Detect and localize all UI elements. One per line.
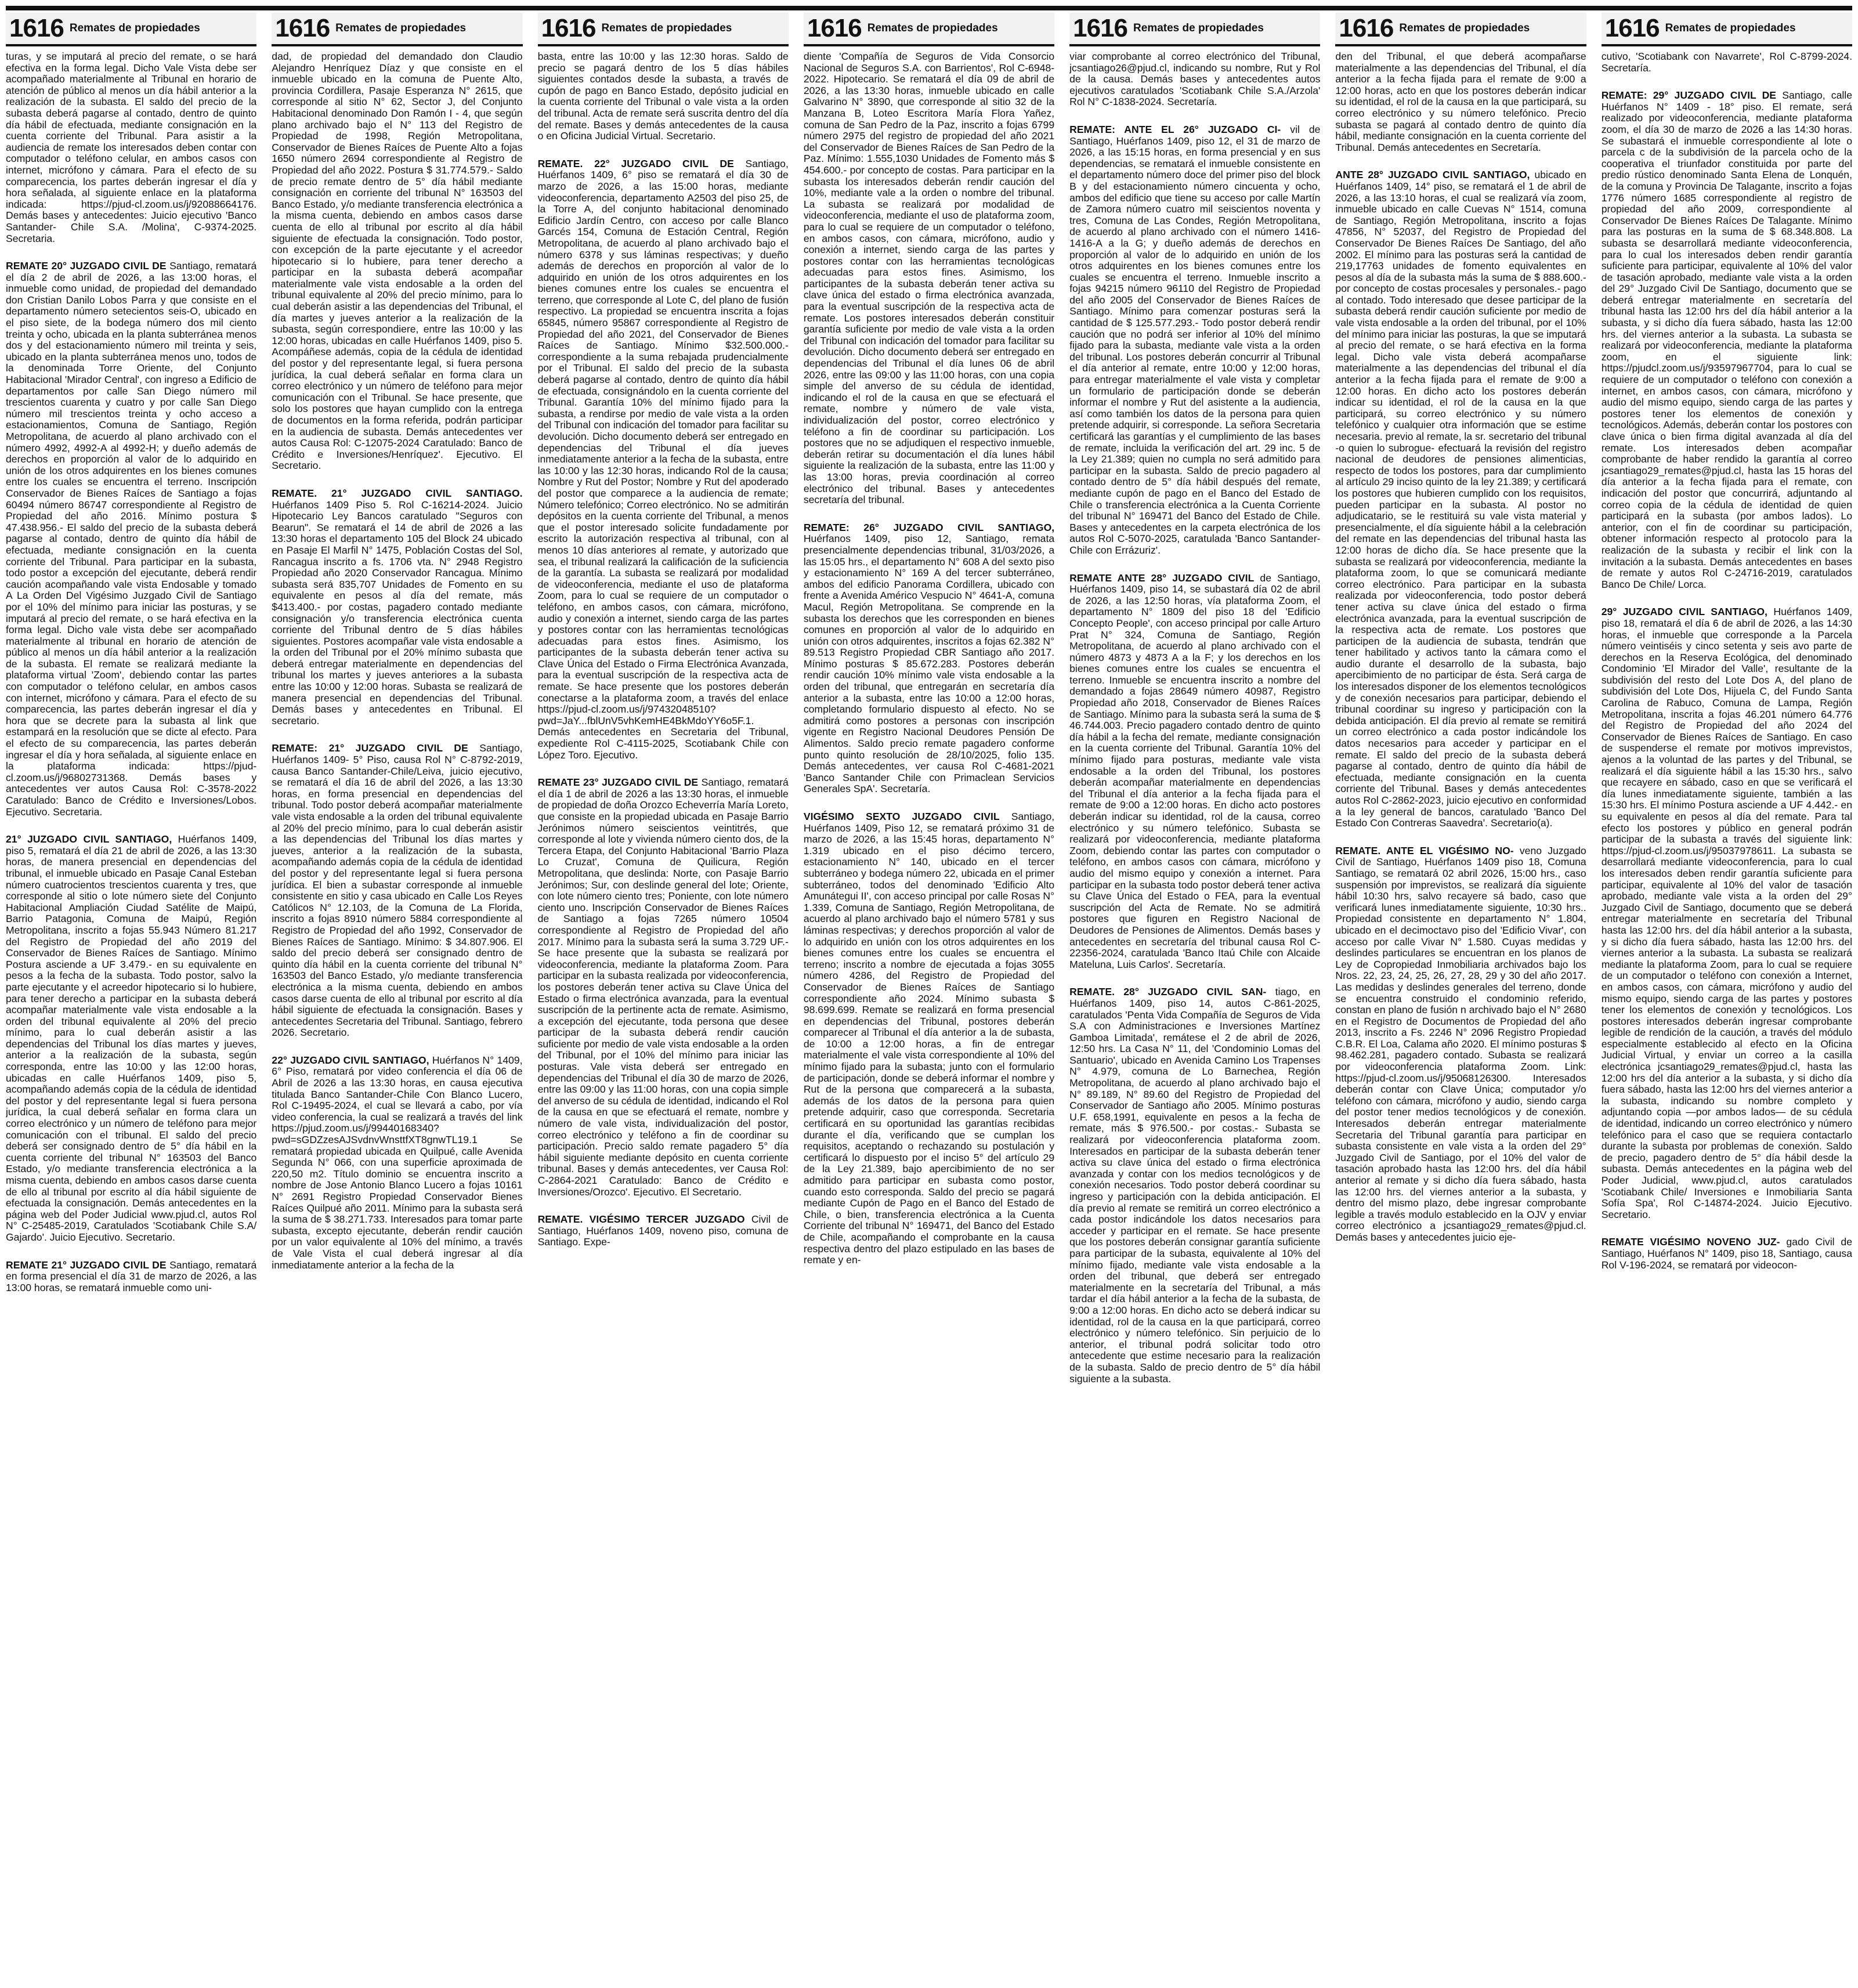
notice-heading: REMATE: 21° JUZGADO CIVIL DE: [272, 742, 468, 754]
notice-text: den del Tribunal, el que deberá acompañarse materialmente a las dependencias del Tribunal, el día anterior a la fecha fijada para el remate de 9:00 a 12:00 horas, acto en que los postores deberán indicar su identidad, el rol de la causa en la que participará, su correo electrónico y su número telefónico. Precio subasta se pagará al contado dentro de quinto día hábil, mediante consignación en la cuenta corriente del Tribunal. Demás antecedentes en Secretaría.: [1335, 51, 1586, 153]
auction-notice: [804, 51, 1054, 506]
notice-heading: REMATE. 22° JUZGADO CIVIL DE: [537, 157, 734, 169]
notice-heading: REMATE VIGÉSIMO NOVENO JUZ-: [1601, 1236, 1780, 1248]
section-header: [804, 13, 1054, 46]
notice-heading: REMATE. VIGÉSIMO TERCER JUZGADO: [537, 1213, 745, 1226]
section-title: Remates de propiedades: [335, 22, 467, 35]
notice-text: ubicado en Huérfanos 1409, 14° piso, se rematará el 1 de abril de 2026, a las 13:10 horas, el cual se realizará vía zoom, inmueble ubicado en calle Cuevas N° 1514, comuna de Santiago, Región Metropolitana, inscrito a fojas 47856, N° 52037, del Registro de Propiedad del Conservador De Bienes Raíces De Santiago, del año 2002. El mínimo para las posturas será la cantidad de 219,17763 unidades de fomento equivalentes en pesos al día de la subasta más la suma de $ 888.600.-por concepto de costas procesales y personales.- pago al contado. Todo interesado que desee participar de la subasta deberá rendir caución suficiente por medio de vale vista endosable a la orden del tribunal, por el 10% del mínimo para iniciar las posturas, la que se imputará al precio del remate, o se hará efectiva en la forma legal. Dicho vale vista deberá acompañarse materialmente a las dependencias del tribunal el día anterior a la fecha fijada para el remate de 9:00 a 12:00 horas. En dicho acto los postores deberán indicar su identidad, el rol de la causa en la que participará, su correo electrónico y su número telefónico y cualquier otra información que se estime necesaria. previo al remate, la sr. secretario del tribunal -o quien lo subrogue- efectuará la revisión del registro nacional de deudores de pensiones alimenticias, respecto de todos los postores, para dar cumplimiento al artículo 29 inciso quinto de la ley 21.389; y certificará los postores que hubieren cumplido con los requisitos, pueden participar en la subasta. Al postor no adjudicatario, se le restituirá su vale vista material y presencialmente, el día siguiente hábil a la celebración del remate en las dependencias del tribunal hasta las 12:00 horas de dicho día. Se hace presente que la subasta se realizará por videoconferencia, mediante la plataforma zoom, lo que se comunicará mediante correo electrónico. Para participar en la subasta realizada por videoconferencia, todo postor deberá tener activa su clave única del estado o firma electrónica avanzada, para la eventual suscripción de la respectiva acta de remate. Los postores que participen de la audiencia de subasta, tendrán que tener habilitado y activos tanto la cámara como el audio durante el desarrollo de la subasta, bajo apercibimiento de no participar de ésta. Será carga de los interesados disponer de los elementos tecnológicos y de conexión necesarios para participar, debiendo el tribunal coordinar su ingreso y participación con la debida anticipación. El día previo al remate se remitirá un correo electrónico a cada postor indicándole los datos necesarios para acceder y participar en el remate. El saldo del precio de la subasta deberá pagarse al contado, dentro de quinto día hábil de efectuada, mediante consignación en la cuenta corriente del Tribunal. Bases y demás antecedentes autos Rol C-2862-2023, juicio ejecutivo en conformidad a la ley general de bancos, caratulado 'Banco Del Estado Con Contreras Saavedra'. Secretario(a).: [1335, 169, 1586, 829]
column: [804, 13, 1054, 1986]
notice-heading: 21° JUZGADO CIVIL SANTIAGO,: [6, 833, 172, 845]
notice-heading: REMATE ANTE 28° JUZGADO CIVIL: [1069, 572, 1255, 584]
auction-notice: [272, 1055, 522, 1271]
column: [1335, 13, 1586, 1986]
section-title: Remates de propiedades: [1133, 22, 1264, 35]
notice-text: basta, entre las 10:00 y las 12:30 horas. Saldo de precio se pagará dentro de los 5 días hábiles siguientes contados desde la subasta, a través de cupón de pago en Banco Estado, depósito judicial en la cuenta corriente del Tribunal o vale vista a la orden del tribunal. Acta de remate será suscrita dentro del día del remate. Bases y demás antecedentes de la causa o en Oficina Judicial Virtual. Secretario.: [537, 51, 789, 142]
section-number: 1616: [1073, 14, 1128, 42]
auction-notice: [6, 261, 256, 818]
column-body: [1335, 51, 1586, 1986]
notice-text: Santiago, calle Huérfanos N° 1409 - 18° piso. El remate, será realizado por videoconferencia, mediante plataforma zoom, el día 30 de marzo de 2026 a las 14:30 horas. Se subastará el inmueble correspondiente al lote o parcela c de la subdivisión de la parcela ocho de la cooperativa el triunfador constituida por parte del predio rústico denominado Santa Elena de Lonquén, de la comuna y Provincia De Talagante, inscrito a fojas 1776 número 1685 correspondiente al registro de propiedad del año 2009, correspondiente al Conservador De Bienes Raíces De Talagante. Mínimo para las posturas en la suma de $ 68.348.808. La subasta se desarrollará mediante videoconferencia, para lo cual los interesados deben rendir garantía suficiente para participar, equivalente al 10% del valor de tasación aprobado, mediante vale vista a la orden del 29° Juzgado Civil De Santiago, documento que se deberá entregar materialmente en secretaría del tribunal hasta las 12:00 hrs del día hábil anterior a la subasta, y si dicho día fuera sábado, hasta las 12:00 hrs. del viernes anterior a la subasta. La subasta se realizará por videoconferencia, mediante la plataforma zoom, en el siguiente link: https://pjudcl.zoom.us/j/93597967704, para lo cual se requiere de un computador o teléfono con conexión a internet, en ambos casos, con cámara, micrófono y audio del mismo equipo, siendo carga de las partes y postores tener los elementos de conexión y tecnológicos. Además, deberán contar los postores con clave única o bien firma digital avanzada al día del remate. Los interesados deben acompañar comprobante de haber rendido la garantía al correo jcsantiago29_remates@pjud.cl, hasta las 15 horas del día anterior a la fecha fijada para el remate, con indicación del postor que concurrirá, adjuntando al correo copia de la cédula de identidad de quien participará en la subasta (por ambos lados). Lo anterior, con el fin de coordinar su participación, obtener información respecto al protocolo para la realización de la subasta y recibir el link con la invitación a la subasta. Demás antecedentes en bases de remate y autos Rol C-24716-2019, caratulados Banco De Chile/ Lorca.: [1601, 89, 1852, 590]
column: [272, 13, 522, 1986]
auction-notice: [1069, 573, 1320, 971]
notice-text: Santiago, Huérfanos 1409- 5° Piso, causa Rol N° C-8792-2019, causa Banco Santander-Chile/Leiva, juicio ejecutivo, se rematará el día 16 de abril del 2026, a las 13:30 horas, en forma presencial en dependencias del tribunal. Todo postor deberá acompañar materialmente vale vista endosable a la orden del tribunal equivalente al 20% del precio mínimo, para lo cual deberán asistir a las dependencias del Tribunal los días martes y jueves, anterior a la realización de la subasta, acompañando además copia de la cédula de identidad del postor y del representante legal si fuera persona jurídica. El bien a subastar corresponde al inmueble consistente en sitio y casa ubicado en Calle Los Reyes Católicos N° 12.103, de la Comuna de La Florida, inscrito a fojas 8910 número 5884 correspondiente al Registro de Propiedad del año 1992, Conservador de Bienes Raíces de Santiago. Mínimo: $ 34.807.906. El saldo del precio deberá ser consignado dentro de quinto día hábil en la cuenta corriente del tribunal N° 163503 del Banco Estado, y/o mediante transferencia electrónica a la misma cuenta, debiendo en ambos casos darse cuenta de ello al tribunal por escrito al día hábil siguiente de efectuada la consignación. Bases y antecedentes Secretaria del Tribunal. Santiago, febrero 2026. Secretario.: [272, 742, 523, 1039]
notice-heading: REMATE. 28° JUZGADO CIVIL SAN-: [1069, 986, 1267, 998]
notice-text: viar comprobante al correo electrónico del Tribunal, jcsantiago26@pjud.cl, indicando su nombre, Rut y Rol de la causa. Demás bases y antecedentes autos ejecutivos caratulados 'Scotiabank Chile S.A./Arzola' Rol N° C-1838-2024. Secretaría.: [1069, 51, 1321, 108]
section-header: [1069, 13, 1320, 46]
column: [6, 13, 256, 1986]
section-header: [538, 13, 789, 46]
notice-text: veno Juzgado Civil de Santiago, Huérfanos 1409 piso 18, Comuna Santiago, se rematará 02 abril 2026, 15:00 hrs., caso suspensión por imprevistos, se realizará día siguiente hábil 10:30 hrs, salvo recayere sá bado, caso que verificará lunes inmediatamente siguiente, 10:30 hrs.. Propiedad consistente en departamento N° 1.804, ubicado en el decimoctavo piso del 'Edificio Vivar', con acceso por calle Vivar N° 1.580. Cuyas medidas y deslindes particulares se encuentran en los planos de Ley de Copropiedad Inmobiliaria archivados bajo los Nros. 22, 23, 24, 25, 26, 27, 28, 29 y 30 del año 2017. Las medidas y deslindes generales del terreno, donde se encuentra construido el condominio referido, constan en plano de fusión n archivado bajo el N° 2680 en el Registro de Documentos de Propiedad del año 2013, inscrito a Fs. 2246 N° 2096 Registro Propiedad C.B.R. El Loa, Calama año 2020. El mínimo posturas $ 98.462.281, pagadero contado. Subasta se realizará por videoconferencia plataforma Zoom. Link: https://pjud-cl.zoom.us/j/95068126300. Interesados deberán contar con Clave Única; computador y/o teléfono con cámara, micrófono y audio, siendo carga del postor tener medios tecnológicos y de conexión. Interesados deberán entregar materialmente Secretaria del Tribunal garantía para participar en subasta consistente en vale vista a la orden del 29° Juzgado Civil de Santiago, por el 10% del valor de tasación aprobado hasta las 12:00 hrs. del día hábil anterior al remate y si dicho día fuera sábado, hasta las 12:00 hrs. del viernes anterior a la subasta, y dentro del mismo plazo, debe ingresar comprobante legible a través modulo establecido en la OJV y enviar correo electrónico a jcsantiago29_remates@pjud.cl. Demás bases y antecedentes juicio eje-: [1335, 844, 1586, 1243]
auction-notice: [1069, 124, 1320, 556]
notice-text: dad, de propiedad del demandado don Claudio Alejandro Henríquez Díaz y que consiste en el inmueble ubicado en la comuna de Puente Alto, provincia Cordillera, Pasaje Esperanza N° 2615, que corresponde al sitio N° 62, Sector J, del Conjunto Habitacional denominado Don Ramón I - 4, que según plano archivado bajo el N° 113 del Registro de Propiedad de 1998, Región Metropolitana, Conservador de Bienes Raíces de Puente Alto a fojas 1650 número 2694 correspondiente al Registro de Propiedad del año 2022. Postura $ 31.774.579.- Saldo de precio remate dentro de 5° día hábil mediante consignación en corriente del tribunal N° 163503 del Banco Estado, y/o mediante transferencia electrónica a la misma cuenta, debiendo en ambos casos darse cuenta de ello al tribunal por escrito al día hábil siguiente de efectuada la consignación. Todo postor, con excepción de la parte ejecutante y el acreedor hipotecario si lo hubiere, para tener derecho a participar en la subasta deberá acompañar materialmente vale vista endosable a la orden del tribunal equivalente al 20% del precio mínimo, para lo cual deberán asistir a las dependencias del Tribunal, el día martes y jueves anterior a la realización de la subasta, según correspondiere, entre las 10:00 y las 12:00 horas, ubicadas en calle Huérfanos 1409, piso 5. Acompáñese además, copia de la cédula de identidad del postor y del representante legal, si fuera persona jurídica, la cual deberá señalar en forma clara un correo electrónico y un número de teléfono para mejor comunicación con el Tribunal. Se hace presente, que solo los postores que hayan cumplido con la entrega de documentos en la forma referida, podrán participar en la audiencia de subasta. Demás antecedentes ver autos Causa Rol: C-12075-2024 Caratulado: Banco de Crédito e Inversiones/Henríquez'. Ejecutivo. El Secretario.: [272, 51, 523, 472]
section-number: 1616: [1339, 14, 1394, 42]
auction-notice: [1069, 51, 1320, 108]
column: [1602, 13, 1852, 1986]
column-body: [6, 51, 256, 1986]
notice-text: Civil de Santiago, Huérfanos 1409, noveno piso, comuna de Santiago. Expe-: [537, 1213, 789, 1248]
auction-notice: [1602, 1237, 1852, 1271]
columns-container: [6, 13, 1852, 1986]
notice-heading: REMATE. ANTE EL VIGÉSIMO NO-: [1335, 844, 1514, 856]
notice-heading: REMATE 23° JUZGADO CIVIL DE: [537, 776, 699, 789]
auction-notice: [6, 834, 256, 1243]
section-header: [1602, 13, 1852, 46]
auction-notice: [538, 158, 789, 761]
notice-text: Santiago, rematará el día 1 de abril de 2026 a las 13:30 horas, el inmueble de propiedad de doña Orozco Echeverría María Loreto, que consiste en la propiedad ubicada en Pasaje Barrio Jerónimos número seiscientos veintitrés, que corresponde al lote y vivienda número ciento dos, de la Tercera Etapa, del Conjunto Habitacional 'Barrio Plaza Lo Cruzat', Comuna de Quilicura, Región Metropolitana, que deslinda: Norte, con Pasaje Barrio Jerónimos; Sur, con deslinde general del lote; Oriente, con lote número ciento tres; Poniente, con lote número ciento uno. Inscripción Conservador de Bienes Raíces de Santiago a fojas 7265 número 10504 correspondiente al Registro de Propiedad del año 2017. Mínimo para la subasta será la suma 3.729 UF.- Se hace presente que la subasta se realizará por videoconferencia, mediante la plataforma Zoom. Para participar en la subasta realizada por videoconferencia, los postores deberán tener activa su Clave Única del Estado o firma electrónica avanzada, para la eventual suscripción de la pertinente acta de remate. Asimismo, a excepción del ejecutante, toda persona que desee participar de la subasta deberá rendir caución suficiente por medio de vale vista endosable a la orden del Tribunal, por el 10% del mínimo para iniciar las posturas. Vale vista deberá ser entregado en dependencias del Tribunal el día 30 de marzo de 2026, entre las 09:00 y las 11:00 horas, con una copia simple del anverso de su cédula de identidad, indicando el Rol de la causa en que se efectuará el remate, nombre y número de vale vista, individualización del postor, correo electrónico y teléfono a fin de coordinar su participación. Precio saldo remate pagadero 5° día hábil siguiente mediante depósito en cuenta corriente tribunal. Bases y demás antecedentes, ver Causa Rol: C-2864-2021 Caratulado: Banco de Crédito e Inversiones/Orozco'. Ejecutivo. El Secretario.: [537, 776, 789, 1198]
section-title: Remates de propiedades: [1665, 22, 1796, 35]
section-number: 1616: [1604, 14, 1660, 42]
section-number: 1616: [807, 14, 862, 42]
auction-notice: [1335, 51, 1586, 153]
notice-heading: ANTE 28° JUZGADO CIVIL SANTIAGO,: [1335, 169, 1530, 181]
notice-heading: 22° JUZGADO CIVIL SANTIAGO,: [272, 1054, 429, 1066]
notice-heading: VIGÉSIMO SEXTO JUZGADO CIVIL: [803, 811, 1000, 822]
column-body: [1069, 51, 1320, 1986]
notice-text: Santiago, Huérfanos 1409, Piso 12, se rematará próximo 31 de marzo de 2026, a las 15:45 horas, departamento N° 1.319 ubicado en el piso décimo tercero, estacionamiento N° 140, ubicado en el tercer subterráneo y bodega número 22, ubicada en el primer subterráneo, todos del denominado 'Edificio Alto Amunátegui II', con acceso principal por calle Rosas N° 1.339, Comuna de Santiago, Región Metropolitana, de acuerdo al plano archivado bajo el número 5781 y sus láminas respectivas; y derechos proporción al valor de lo adquirido en unión con los otros adquirentes en los bienes comunes entre los cuales se encuentra el terreno; inscrito a nombre de ejecutada a fojas 3055 número 4286, del Registro de Propiedad del Conservador de Bienes Raíces de Santiago correspondiente año 2024. Mínimo subasta $ 98.699.699. Remate se realizará en forma presencial en dependencias del Tribunal, postores deberán comparecer al Tribunal el día anterior a la de subasta, de 10:00 a 12:00 horas, a fin de entregar materialmente el vale vista correspondiente al 10% del mínimo fijado para la subasta; junto con el formulario de participación, donde se deberá informar el nombre y Rut de la persona que comparecerá a la subasta, además de los datos de la persona para quien pretende adquirir, caso que corresponda. Secretaria certificará en su oportunidad las garantías recibidas durante el día, verificando que se cumplan los requisitos, aceptando o rechazando su postulación y certificará lo dispuesto por el inciso 5° del artículo 29 de la Ley 21.389, bajo apercibimiento de no ser admitido para participar en subasta como postor, cuando esto corresponda. Saldo del precio se pagará mediante Cupón de Pago en el Banco del Estado de Chile, o bien, transferencia electrónica a la Cuenta Corriente del tribunal N° 169471, del Banco del Estado de Chile, acompañando el comprobante en la causa respectiva dentro del plazo estipulado en las bases de remate y en-: [803, 811, 1055, 1266]
column: [538, 13, 789, 1986]
column-body: [538, 51, 789, 1986]
auction-notice: [1335, 845, 1586, 1244]
section-title: Remates de propiedades: [867, 22, 998, 35]
auction-notice: [1602, 606, 1852, 1220]
auction-notice: [804, 522, 1054, 795]
auction-notice: [1602, 90, 1852, 590]
notice-text: Santiago, rematará en forma presencial el día 31 de marzo de 2026, a las 13:00 horas, se rematará inmueble como uni-: [6, 1259, 257, 1293]
notice-text: Huérfanos N° 1409, 6° Piso, rematará por video conferencia el día 06 de Abril de 2026 a las 13:30 horas, en causa ejecutiva titulada Banco Santander-Chile Con Blanco Lucero, Rol C-19495-2024, el cual se llevará a cabo, por vía video conferencia, la cual se realizará a través del link https://pjud.zoom.us/j/99440168340?pwd=sGDZzesAJSvdnvWnsttfXT8gnwTL19.1 Se rematará propiedad ubicada en Quilpué, calle Avenida Segunda N° 066, con una superficie aproximada de 220,50 m2. Título dominio se encuentra inscrito a nombre de Jose Antonio Blanco Lucero a fojas 10161 N° 2691 Registro Propiedad Conservador Bienes Raíces Quilpué año 2011. Mínimo para la subasta será la suma de $ 38.271.733. Interesados para tomar parte subasta, excepto ejecutante, deberán rendir caución por un valor equivalente al 10% del mínimo, a través de Vale Vista el cual deberá ingresar al día inmediatamente anterior a la fecha de la: [272, 1054, 523, 1271]
notice-heading: REMATE 20° JUZGADO CIVIL DE: [6, 260, 167, 272]
notice-text: Huérfanos 1409, piso 18, rematará el día 6 de abril de 2026, a las 14:30 horas, el inmueble que corresponde a la Parcela número veintiséis y cinco setenta y seis avo parte de derechos en la Reserva Ecológica, del denominado Condominio 'El Mirador del Valle', resultante de la subdivisión del resto del Lote Dos A, del plano de subdivisión del Lote Dos, Hijuela C, del Fundo Santa Carolina de Rabuco, Comuna de Lampa, Región Metropolitana, inscrita a fojas 46.201 número 64.776 del Registro de Propiedad del año 2024 del Conservador de Bienes Raíces de Santiago. En caso de suspenderse el remate por motivos imprevistos, ajenos a la voluntad de las partes y del Tribunal, se realizará el día siguiente hábil a las 15:30 hrs., salvo que recayere en sábado, caso en que se verificará el día lunes inmediatamente siguiente, también a las 15:30 hrs. El mínimo Postura asciende a UF 4.442.- en su equivalente en pesos al día del remate. Para tal efecto los postores y público en general podrán participar de la subasta a través del siguiente link: https://pjud-cl.zoom.us/j/95037978611. La subasta se desarrollará mediante videoconferencia, para lo cual los interesados deben rendir garantía suficiente para participar, equivalente al 10% del valor de tasación aprobado, mediante vale vista a la orden del 29° Juzgado Civil de Santiago, documento que se deberá entregar materialmente en secretaría del Tribunal hasta las 12:00 hrs. del día hábil anterior a la subasta, y si dicho día fuera sábado, hasta las 12:00 hrs. del viernes anterior a la subasta. La subasta se realizará mediante la plataforma Zoom, para lo cual se requiere de un computador o teléfono con conexión a Internet, en ambos casos, con cámara, micrófono y audio del mismo equipo, siendo carga de las partes y postores tener los elementos de conexión y tecnológicos. Los postores interesados deberán ingresar comprobante legible de rendición de la caución, a través del módulo especialmente establecido al efecto en la Oficina Judicial Virtual, y enviar un correo a la casilla electrónica jcsantiago29_remates@pjud.cl, hasta las 12:00 hrs del día anterior a la subasta, y si dicho día fuera sábado, hasta las 12:00 hrs del viernes anterior a la subasta, indicando su nombre completo y adjuntando copia —por ambos lados— de su cédula de identidad, indicando un correo electrónico y número telefónico para el caso que se requiera contactarlo durante la subasta por problemas de conexión. Saldo de precio, pagadero dentro de 5° día hábil desde la subasta. Demás antecedentes en la página web del Poder Judicial, www.pjud.cl, autos caratulados 'Scotiabank Chile/ Inversiones e Inmobiliaria Santa Sofía Spa', Rol C-14874-2024. Juicio Ejecutivo. Secretario.: [1601, 606, 1852, 1220]
notice-heading: REMATE 21° JUZGADO CIVIL DE: [6, 1259, 167, 1271]
section-header: [6, 13, 256, 46]
notice-heading: 29° JUZGADO CIVIL SANTIAGO,: [1601, 606, 1767, 618]
section-header: [1335, 13, 1586, 46]
newspaper-page: [6, 0, 1852, 1988]
auction-notice: [6, 1260, 256, 1294]
auction-notice: [1069, 986, 1320, 1385]
section-title: Remates de propiedades: [1399, 22, 1530, 35]
auction-notice: [272, 51, 522, 472]
section-number: 1616: [275, 14, 330, 42]
notice-text: Santiago, rematará el día 2 de abril de 2026, a las 13:00 horas, el inmueble como unidad, de propiedad del demandado don Cristian Danilo Lobos Parra y que consiste en el departamento número setecientos seis-O, ubicado en el piso siete, de la bodega número dos mil ciento treinta y ocho, ubicada en la planta subterránea menos dos y del estacionamiento número mil treinta y seis, ubicado en la planta subterránea menos uno, todos de la denominada Torre Oriente, del Conjunto Habitacional 'Mirador Central', con ingreso a Edificio de departamentos por calle San Diego número mil trescientos cuarenta y cuatro y por calle San Diego número mil trescientos treinta y ocho acceso a estacionamientos, Comuna de Santiago, Región Metropolitana, de acuerdo al plano archivado con el número 4992, 4992-A al 4992-H; y dueño además de derechos en proporción al valor de lo adquirido en unión de los otros adquirentes en los bienes comunes entre los cuales se encuentra el terreno. Inscripción Conservador de Bienes Raíces de Santiago a fojas 60494 número 86747 correspondiente al Registro de Propiedad del año 2016. Mínimo postura $ 47.438.956.- El saldo del precio de la subasta deberá pagarse al contado, dentro de quinto día hábil de efectuada, mediante consignación en la cuenta corriente del Tribunal. Para participar en la subasta, todo postor a excepción del ejecutante, deberá rendir caución acompañando vale vista Endosable y tomado A La Orden Del Vigésimo Juzgado Civil de Santiago por el 10% del mínimo para iniciar las posturas, y se imputará al precio del remate, o se hará efectiva en la forma legal. Dicho vale vista debe ser acompañado materialmente al tribunal en horario de atención de público al menos un día hábil anterior a la realización de la subasta. El remate se realizará mediante la plataforma virtual 'Zoom', debiendo contar las partes con computador o teléfono celular, en ambos casos con internet, micrófono y cámara. Para el efecto de su comparecencia, las partes deberán ingresar el día y hora que se decrete para la subasta al link que estampará en la resolución que se dicte al efecto. Para el efecto de su comparecencia, las partes deberán ingresar el día y hora señalada, al siguiente enlace en la plataforma indicada: https://pjud-cl.zoom.us/j/96802731368. Demás bases y antecedentes ver autos Causa Rol: C-3578-2022 Caratulado: Banco de Crédito e Inversiones/Lobos. Ejecutivo. Secretaria.: [6, 260, 257, 818]
notice-text: gado Civil de Santiago, Huérfanos N° 1409, piso 18, Santiago, causa Rol V-196-2024, se rematará por videocon-: [1601, 1236, 1852, 1271]
top-rule: [6, 6, 1852, 10]
notice-text: vil de Santiago, Huérfanos 1409, piso 12, el 31 de marzo de 2026, a las 15:15 horas, en forma presencial y en sus dependencias, se rematará el inmueble consistente en el departamento número doce del primer piso del block B y del estacionamiento número cincuenta y ocho, ambos del edificio que tiene su acceso por calle Martín de Zamora número cuatro mil seiscientos noventa y tres, Comuna de Las Condes, Región Metropolitana, de acuerdo al plano archivado con el número 1416-1416-A a la G; y dueño además de derechos en proporción al valor de lo adquirido en unión de los otros adquirentes en los bienes comunes entre los cuales se encuentra el terreno. Inmueble inscrito a fojas 94215 número 96110 del Registro de Propiedad del año 2005 del Conservador de Bienes Raíces de Santiago. Mínimo para comenzar posturas será la cantidad de $ 125.577.293.- Todo postor deberá rendir caución que no podrá ser inferior al 10% del mínimo fijado para la subasta, mediante vale vista a la orden del tribunal. Los postores deberán concurrir al Tribunal el día anterior al remate, entre 10:00 y 12:00 horas, para entregar materialmente el vale vista y completar un formulario de participación donde se deberán informar el nombre y Rut del asistente a la audiencia, así como también los datos de la persona para quien pretende adquirir, si corresponde. La señora Secretaria certificará las garantías y el cumplimiento de las bases de remate, incluida la verificación del art. 29 inc. 5 de la Ley 21.389; quien no cumpla no será admitido para participar en la subasta. Saldo de precio pagadero al contado dentro de 5° día hábil después del remate, mediante cupón de pago en el Banco del Estado de Chile o transferencia electrónica a la Cuenta Corriente del tribunal N° 169471 del Banco del Estado de Chile. Bases y antecedentes en la carpeta electrónica de los autos Rol C-5070-2025, caratulada 'Banco Santander-Chile con Errázuriz'.: [1069, 123, 1321, 556]
auction-notice: [272, 743, 522, 1038]
auction-notice: [272, 488, 522, 726]
notice-text: tiago, en Huérfanos 1409, piso 14, autos C-861-2025, caratulados 'Penta Vida Compañía de Seguros de Vida S.A con Administraciones e Inversiones Martínez Gamboa Limitada', remátese el 2 de abril de 2026, 12:50 hrs. La Casa N° 11, del 'Condominio Lomas del Santuario', ubicado en Avenida Camino Los Trapenses N° 4.979, comuna de Lo Barnechea, Región Metropolitana, de acuerdo al plano archivado bajo el N° 89.189, N° 89.60 del Registro de Propiedad del Conservador de Santiago año 2005. Mínimo posturas U.F. 658,1991, equivalente en pesos a la fecha de remate, más $ 976.500.- por costas.- Subasta se realizará por videoconferencia plataforma zoom. Interesados en participar de la subasta deberán tener activa su clave única del estado o firma electrónica avanzada y contar con los medios tecnológicos y de conexión necesarios. Todo postor deberá coordinar su ingreso y participación con la debida anticipación. El día previo al remate se remitirá un correo electrónico a cada postor indicándole los datos necesarios para acceder y participar en el remate. Se hace presente que los postores deberán consignar garantía suficiente para participar de la subasta, equivalente al 10% del mínimo fijado, mediante vale vista endosable a la orden del tribunal, que deberá ser entregado materialmente en la secretaría del Tribunal, a más tardar el día hábil anterior a la fecha de la subasta, de 9:00 a 12:00 horas. En dicho acto se deberá indicar su identidad, rol de la causa en la que participará, correo electrónico y número telefónico. Sin perjuicio de lo anterior, el tribunal podrá solicitar todo otro antecedente que estime necesario para la realización de la subasta. Saldo de precio dentro de 5° día hábil siguiente a la subasta.: [1069, 986, 1321, 1385]
auction-notice: [6, 51, 256, 244]
section-title: Remates de propiedades: [601, 22, 732, 35]
column-body: [1602, 51, 1852, 1986]
notice-text: Huérfanos 1409, piso 12, Santiago, remata presencialmente dependencias tribunal, 31/03/2026, a las 15:05 hrs., el departamento N° 608 A del sexto piso y estacionamiento N° 169 A del tercer subterráneo, ambos del edificio Panorama Cordillera, ubicado con frente a Avenida Américo Vespucio N° 4641-A, comuna Macul, Región Metropolitana. Se comprende en la subasta los derechos que les corresponden en bienes comunes en proporción al valor de lo adquirido en unión con otros adquirentes, inscritos a fojas 62.382 N° 89.513 Registro Propiedad CBR Santiago año 2017. Mínimo posturas $ 85.672.283. Postores deberán rendir caución 10% mínimo vale vista endosable a la orden del tribunal, que entregarán en secretaría día anterior a la subasta, entre las 10:00 a 12:00 horas, completando formulario dispuesto al efecto. No se admitirá como postores a personas con inscripción vigente en Registro Nacional Deudores Pensión De Alimentos. Saldo precio remate pagadero conforme punto quinto resolución de 28/10/2025, folio 135. Demás antecedentes, ver causa Rol C-4681-2021 'Banco Santander Chile con Primaclean Servicios Generales SpA'. Secretaría.: [803, 533, 1055, 795]
section-title: Remates de propiedades: [69, 22, 200, 35]
notice-text: Santiago, Huérfanos 1409, 6° piso se rematará el día 30 de marzo de 2026, a las 15:00 horas, mediante videoconferencia, departamento A2503 del piso 25, de la Torre A, del conjunto habitacional denominado Edificio Jardín Centro, con acceso por calle Blanco Garcés 154, Comuna de Estación Central, Región Metropolitana, de acuerdo al plano archivado bajo el número 6378 y sus láminas respectivas; y dueño además de derechos en proporción al valor de lo adquirido en unión de los otros adquirentes en los bienes comunes entre los cuales se encuentra el terreno, que corresponde al Lote C, del plano de fusión respectivo. La propiedad se encuentra inscrita a fojas 65845, número 95867 correspondiente al Registro de Propiedad del año 2021, del Conservador de Bienes Raíces de Santiago. Mínimo $32.500.000.- correspondiente a la suma rebajada prudencialmente por el Tribunal. El saldo del precio de la subasta deberá pagarse al contado, dentro de quinto día hábil de efectuada, consignándolo en la cuenta corriente del Tribunal. Garantía 10% del mínimo fijado para la subasta, a rendirse por medio de vale vista a la orden del Tribunal con indicación del tomador para facilitar su devolución. Dicho documento deberá ser entregado en dependencias del Tribunal el día jueves inmediatamente anterior a la fecha de la subasta, entre las 10:00 y las 12:30 horas, indicando Rol de la causa; Nombre y Rut del Postor; Nombre y Rut del apoderado del postor que comparece a la audiencia de remate; Número telefónico; Correo electrónico. No se admitirán depósitos en la cuenta corriente del Tribunal, a menos que el postor interesado solicite fundadamente por escrito la autorización respectiva al tribunal, con al menos 10 días anteriores al remate, y autorizado que sea, el tribunal realizará la calificación de la suficiencia de la garantía. La subasta se realizará por modalidad de videoconferencia, mediante el uso de plataforma Zoom, para lo cual se requiere de un computador o teléfono, en ambos casos, con cámara, micrófono, audio y conexión a internet, siendo carga de las partes y postores contar con las herramientas tecnológicas adecuadas para estos fines. Asimismo, los participantes de la subasta deberán tener activa su Clave Única del Estado o Firma Electrónica Avanzada, para la eventual suscripción de la respectiva acta de remate. Se hace presente que los postores deberán conectarse a la plataforma zoom, a través del enlace https://pjud-cl.zoom.us/j/97432048510?pwd=JaY...fblUnV5vhKemHE4BkMdoYY6o5F.1. Demás antecedentes en Secretaria del Tribunal, expediente Rol C-4115-2025, Scotiabank Chile con López Toro. Ejecutivo.: [537, 157, 789, 761]
column-body: [272, 51, 522, 1986]
notice-text: turas, y se imputará al precio del remate, o se hará efectiva en la forma legal. Dicho Vale Vista debe ser acompañado materialmente al Tribunal en horario de atención de público al menos un día hábil anterior a la realización de la subasta. El saldo del precio de la subasta deberá pagarse al contado, dentro de quinto día hábil de efectuada, mediante consignación en la cuenta corriente del Tribunal. Para asistir a la audiencia de remate los interesados deben contar con computador o teléfono celular, en ambos casos con internet, micrófono y cámara. Para el efecto de su comparecencia, los partes deberán ingresar el día y hora señalada, al siguiente enlace en la plataforma indicada: https://pjud-cl.zoom.us/j/92088664176. Demás bases y antecedentes: Juicio ejecutivo 'Banco Santander- Chile S.A. /Molina', C-9374-2025. Secretaria.: [6, 51, 257, 244]
notice-heading: REMATE: 29° JUZGADO CIVIL DE: [1601, 89, 1777, 102]
notice-text: cutivo, 'Scotiabank con Navarrete', Rol C-8799-2024. Secretaría.: [1601, 51, 1852, 74]
notice-heading: REMATE: ANTE EL 26° JUZGADO CI-: [1069, 123, 1281, 135]
notice-text: diente 'Compañía de Seguros de Vida Consorcio Nacional de Seguros S.A. con Barrientos', Rol C-6948-2022. Hipotecario. Se rematará el día 09 de abril de 2026, a las 13:30 horas, inmueble ubicado en calle Galvarino N° 3890, que corresponde al sitio 32 de la Manzana B, Loteo Escritora María Flora Yañez, comuna de San Pedro de la Paz, inscrito a fojas 6799 número 2975 del registro de propiedad del año 2021 del Conservador de Bienes Raíces de San Pedro de la Paz. Mínimo: 1.555,1030 Unidades de Fomento más $ 454.600.- por concepto de costas. Para participar en la subasta los interesados deberán rendir caución del 10%, mediante vale a la orden o nombre del tribunal. La subasta se realizará por modalidad de videoconferencia, mediante el uso de plataforma zoom, para lo cual se requiere de un computador o teléfono, en ambos casos, con cámara, micrófono, audio y conexión a internet, siendo carga de las partes y postores contar con las herramientas tecnológicas adecuadas para estos fines. Asimismo, los participantes de la subasta deberán tener activa su clave única del estado o firma electrónica avanzada, para la eventual suscripción de la respectiva acta de remate. Los postores interesados deberán constituir garantía suficiente por medio de vale vista a la orden del Tribunal con indicación del tomador para facilitar su devolución. Dicho documento deberá ser entregado en dependencias del Tribunal el día lunes 06 de abril 2026, entre las 09:00 y las 11:00 horas, con una copia simple del anverso de su cédula de identidad, indicando el rol de la causa en que se efectuará el remate, nombre y número de vale vista, individualización del postor, correo electrónico y teléfono a fin de coordinar su participación. Los postores que no se adjudiquen el respectivo inmueble, deberán retirar su documentación el día lunes hábil siguiente la realización de la subasta, entre las 11:00 y las 13:00 horas, previa coordinación al correo electrónico del tribunal. Bases y antecedentes secretaría del tribunal.: [803, 51, 1055, 506]
column: [1069, 13, 1320, 1986]
auction-notice: [538, 1214, 789, 1248]
auction-notice: [538, 51, 789, 142]
section-number: 1616: [541, 14, 596, 42]
notice-heading: REMATE: 26° JUZGADO CIVIL SANTIAGO,: [803, 521, 1055, 533]
notice-text: de Santiago, Huérfanos 1409, piso 14, se subastará día 02 de abril de 2026, a las 12:50 horas, vía plataforma Zoom, el departamento N° 1809 del piso 18 del 'Edificio Concepto People', con acceso principal por calle Arturo Prat N° 324, Comuna de Santiago, Región Metropolitana, de acuerdo al plano archivado con el número 4873 y 4873 A a la F; y los derechos en los bienes comunes entre los cuales se encuentra el terreno. Inmueble se encuentra inscrito a nombre del demandado a fojas 28649 número 40987, Registro Propiedad año 2018, Conservador de Bienes Raíces de Santiago. Mínimo para la subasta será la suma de $ 46.744.003. Precio pagadero contado dentro de quinto día hábil a la fecha del remate, mediante consignación en la cuenta corriente del Tribunal. Garantía 10% del mínimo fijado para posturas, mediante vale vista endosable a la orden del Tribunal, los postores deberán acompañar materialmente en dependencias del Tribunal el día anterior a la fecha fijada para el remate de 9:00 a 12:00 horas. En dicho acto postores deberán indicar su identidad, rol de la causa, correo electrónico y su número telefónico. Subasta se realizará por videoconferencia, mediante plataforma Zoom, debiendo contar las partes con computador o teléfono, en ambos casos con cámara, micrófono y audio del mismo equipo y conexión a internet. Para participar en la subasta todo postor deberá tener activa su Clave Única del Estado o FEA, para la eventual suscripción del Acta de Remate. No se admitirá postores que figuren en Registro Nacional de Deudores de Pensiones de Alimentos. Demás bases y antecedentes en secretaría del tribunal causa Rol C-22356-2024, caratulada 'Banco Itaú Chile con Alcaide Mateluna, Luis Carlos'. Secretaría.: [1069, 572, 1321, 970]
auction-notice: [804, 811, 1054, 1266]
notice-text: Huérfanos 1409 Piso 5. Rol C-16214-2024. Juicio Hipotecario Ley Bancos caratulado "Seguros con Bearun". Se rematará el 14 de abril de 2026 a las 13:30 horas el departamento 105 del Block 24 ubicado en Pasaje El Marfil N° 1475, Población Costas del Sol, Rancagua inscrito a fs. 1706 vta. N° 2948 Registro Propiedad año 2020 Conservador Rancagua. Mínimo subasta será 835,707 Unidades de Fomento en su equivalente en pesos al día del remate, más $413.400.- por costas, pagadero contado mediante consignación y/o transferencia electrónica cuenta corriente del Tribunal dentro de 5 días hábiles siguientes. Postores acompañar vale vista endosable a la orden del Tribunal por el 20% mínimo subasta que deberá entregar materialmente en dependencias del tribunal los martes y jueves anteriores a la subasta entre las 10:00 y 12:00 horas. Subasta se realizará de manera presencial en dependencias del Tribunal. Demás bases y antecedentes en Tribunal. El secretario.: [272, 498, 523, 726]
auction-notice: [1335, 169, 1586, 829]
column-body: [804, 51, 1054, 1986]
auction-notice: [538, 777, 789, 1198]
section-number: 1616: [9, 14, 64, 42]
notice-heading: REMATE. 21° JUZGADO CIVIL SANTIAGO.: [272, 487, 523, 499]
auction-notice: [1602, 51, 1852, 74]
section-header: [272, 13, 522, 46]
notice-text: Huérfanos 1409, piso 5, rematará el día 21 de abril de 2026, a las 13:30 horas, de manera presencial en dependencias del tribunal, el inmueble ubicado en Pasaje Canal Esteban número cuatrocientos trescientos cuarenta y tres, que corresponde al sitio o lote número siete del Conjunto Habitacional Ampliación Ciudad Satélite de Maipú, Barrio Patagonia, Comuna de Maipú, Región Metropolitana, inscrito a fojas 55.943 Número 81.217 del Registro de Propiedad del año 2019 del Conservador de Bienes Raíces de Santiago. Mínimo Postura asciende a UF 3.479.- en su equivalente en pesos a la fecha de la subasta. Todo postor, salvo la parte ejecutante y el acreedor hipotecario si lo hubiere, para tener derecho a participar en la subasta deberá acompañar materialmente vale vista endosable a la orden del tribunal equivalente al 20% del precio mínimo, para lo cual deberán asistir a las dependencias del Tribunal los días martes y jueves, anterior a la realización de la subasta, según corresponda, entre las 10:00 y las 12:00 horas, ubicadas en calle Huérfanos 1409, piso 5, acompañando además copia de la cédula de identidad del postor y del representante legal si fuera persona jurídica, la cual deberá señalar en forma clara un correo electrónico y un número de teléfono para mejor comunicación con el tribunal. El saldo del precio deberá ser consignado dentro de 5° día hábil en la cuenta corriente del tribunal N° 163503 del Banco Estado, y/o mediante transferencia electrónica a la misma cuenta, debiendo en ambos casos darse cuenta de ello al tribunal por escrito al día hábil siguiente de efectuada la consignación. Demás antecedentes en la página web del Poder Judicial www.pjud.cl, autos Rol N° C-25485-2019, Caratulados 'Scotiabank Chile S.A/ Gajardo'. Juicio Ejecutivo. Secretario.: [6, 833, 257, 1243]
